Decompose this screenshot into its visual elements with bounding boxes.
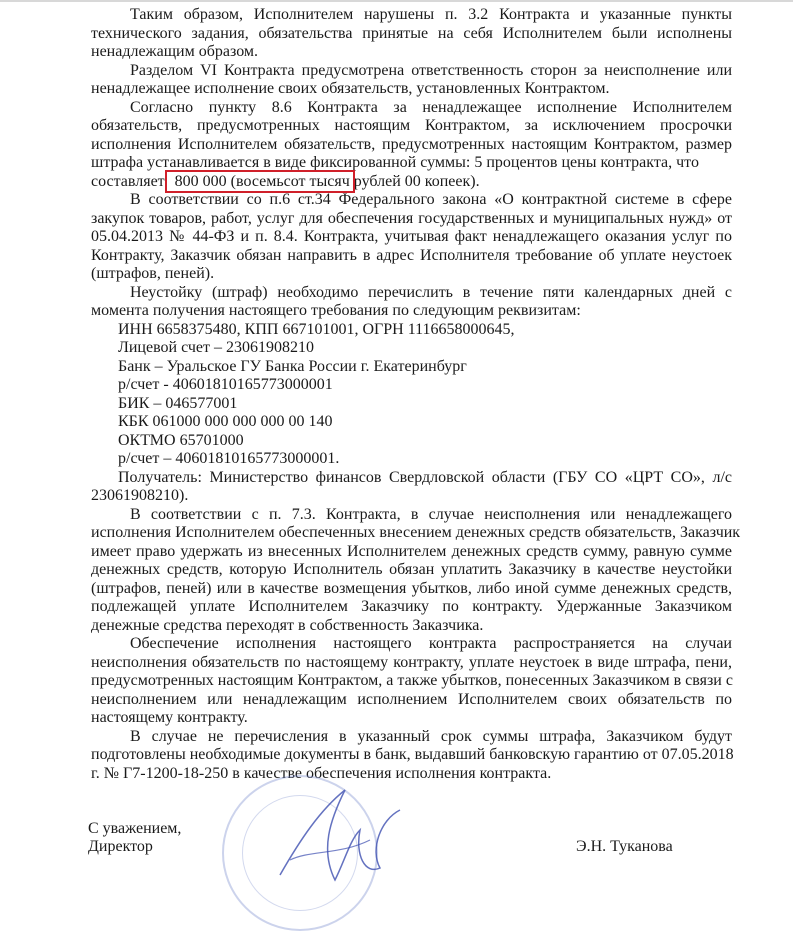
requisite-line: ИНН 6658375480, КПП 667101001, ОГРН 1116658000645, — [118, 320, 515, 338]
paragraph-line: В соответствии со п.6 ст.34 Федерального закона «О контрактной системе в сфере — [130, 191, 732, 208]
paragraph-line: технического задания, обязательства принятые на себя Исполнителем были исполнены — [91, 24, 732, 42]
paragraph-line: 05.04.2013 № 44-ФЗ и п. 8.4. Контракта, учитывая факт ненадлежащего оказания услуг по — [91, 228, 732, 245]
paragraph-line: Неустойку (штраф) необходимо перечислить в течение пяти календарных дней с — [130, 283, 732, 301]
paragraph-line: (штрафов, пеней). — [91, 265, 215, 282]
paragraph-line: В случае не перечисления в указанный срок суммы штрафа, Заказчиком будут — [130, 727, 732, 745]
closing-text: С уважением, — [88, 820, 182, 837]
paragraph-line: настоящему контракту. — [91, 709, 248, 726]
highlight-box — [165, 170, 355, 193]
paragraph-line: обязательств, предусмотренных настоящим Контрактом, за исключением просрочки — [91, 117, 732, 134]
requisite-line: КБК 061000 000 000 000 00 140 — [118, 413, 333, 430]
paragraph-line: Разделом VI Контракта предусмотрена ответственность сторон за неисполнение или — [130, 61, 732, 79]
paragraph-line: ненадлежащим образом. — [91, 43, 259, 60]
paragraph-line: денежных средств, которую Исполнитель обязан уплатить Заказчику в качестве неустойки — [91, 561, 732, 578]
paragraph-line: Обеспечение исполнения настоящего контракта распространяется на случаи — [130, 635, 732, 652]
scan-edge — [0, 0, 793, 2]
paragraph-line: неисполнения обязательств по настоящему контракту, уплате неустоек в виде штрафа, пени, — [91, 653, 732, 671]
paragraph-line: предусмотренных настоящим Контрактом, а также убытков, понесенных Заказчиком в связи с — [91, 672, 733, 689]
paragraph-line: неисполнением или ненадлежащим исполнением Исполнителем своих обязательств по — [91, 690, 732, 708]
paragraph-line: подлежащей уплате Исполнителем Заказчику по контракту. Удержанные Заказчиком — [91, 598, 732, 615]
requisite-line: р/счет - 40601810165773000001 — [118, 376, 333, 393]
paragraph-line: (штрафов, пеней) или в качестве возмещения убытков, либо иной сумме денежных средств, — [91, 579, 732, 597]
requisite-line: Лицевой счет – 23061908210 — [118, 339, 315, 356]
requisite-line: ОКТМО 65701000 — [118, 431, 244, 449]
paragraph-line: подготовлены необходимые документы в банк, выдавший банковскую гарантию от 07.05.2018 — [91, 746, 734, 763]
fine-prefix: составляет — [91, 172, 165, 190]
paragraph-line: ненадлежащее исполнение своих обязательств, установленных Контрактом. — [91, 80, 610, 97]
paragraph-line: г. № Г7-1200-18-250 в качестве обеспечения исполнения контракта. — [91, 764, 552, 782]
paragraph-line: исполнения Исполнителем обеспеченных внесением денежных средств обязательств, Заказчик — [91, 524, 741, 541]
fine-amount: 800 000 (восемьсот тысяч рублей 00 копеек). — [174, 172, 480, 190]
paragraph-line: закупок товаров, работ, услуг для обеспечения государственных и муниципальных нужд» от — [91, 209, 732, 227]
requisite-line: БИК – 046577001 — [118, 394, 238, 412]
paragraph-line: исполнения Исполнителем обязательств, предусмотренных настоящим Контрактом, размер — [91, 135, 732, 153]
paragraph-line: Таким образом, Исполнителем нарушены п. 3.2 Контракта и указанные пункты — [130, 6, 732, 23]
position-text: Директор — [88, 838, 153, 855]
paragraph-line: имеет право удержать из внесенных Исполнителем денежных средств сумму, равную сумме — [91, 542, 732, 560]
paragraph-line: штрафа устанавливается в виде фиксированной суммы: 5 процентов цены контракта, что — [91, 154, 699, 171]
paragraph-line: денежные средства переходят в собственность Заказчика. — [91, 616, 484, 634]
signatory-name: Э.Н. Туканова — [576, 838, 673, 855]
recipient-line: 23061908210). — [91, 487, 189, 504]
paragraph-line: момента получения настоящего требования по следующим реквизитам: — [91, 302, 581, 319]
recipient-line: Получатель: Министерство финансов Свердловской области (ГБУ СО «ЦРТ СО», л/с — [118, 468, 732, 486]
paragraph-line: Согласно пункту 8.6 Контракта за ненадлежащее исполнение Исполнителем — [130, 98, 732, 116]
paragraph-line: В соответствии с п. 7.3. Контракта, в случае неисполнения или ненадлежащего — [130, 505, 732, 523]
paragraph-line: Контракту, Заказчик обязан направить в адрес Исполнителя требование об уплате неустоек — [91, 246, 732, 264]
signature — [260, 780, 410, 900]
requisite-line: Банк – Уральское ГУ Банка России г. Екатеринбург — [118, 357, 467, 375]
requisite-line: р/счет – 40601810165773000001. — [118, 450, 340, 467]
